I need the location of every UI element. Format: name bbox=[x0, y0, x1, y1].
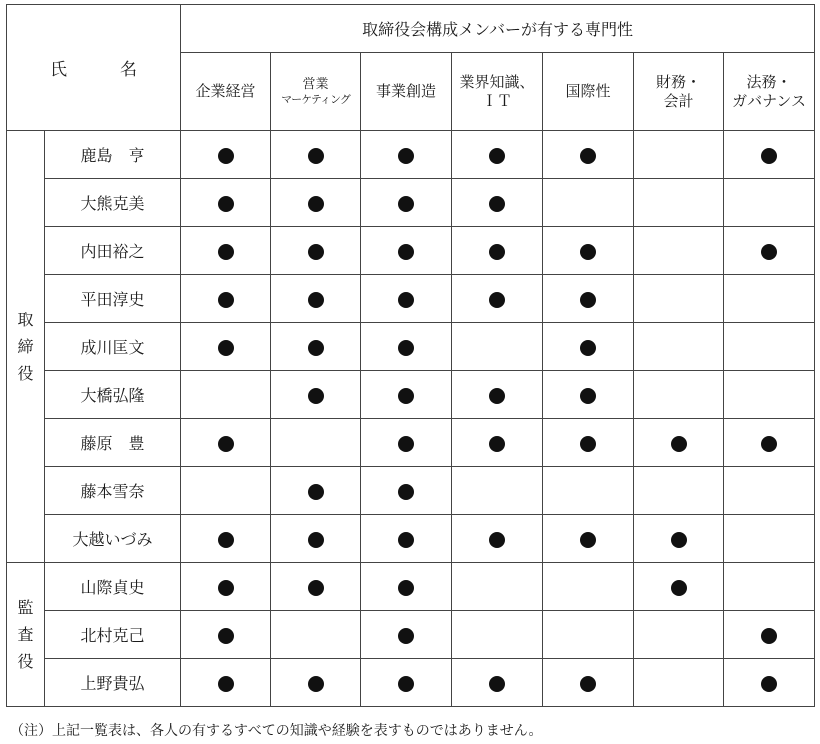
skill-header-marketing bbox=[271, 53, 361, 131]
skill-cell-finance bbox=[634, 179, 724, 227]
skill-cell-global bbox=[543, 131, 634, 179]
skill-cell-finance bbox=[634, 659, 724, 707]
filled-circle-icon bbox=[218, 676, 234, 692]
skill-header-label: 業界知識、 bbox=[459, 72, 535, 91]
filled-circle-icon bbox=[580, 388, 596, 404]
filled-circle-icon bbox=[398, 676, 414, 692]
filled-circle-icon bbox=[398, 436, 414, 452]
skill-cell-global bbox=[543, 371, 634, 419]
skill-cell-global bbox=[543, 659, 634, 707]
role-char: 役 bbox=[17, 652, 34, 671]
filled-circle-icon bbox=[398, 628, 414, 644]
skill-cell-it bbox=[452, 563, 543, 611]
skill-cell-it bbox=[452, 179, 543, 227]
filled-circle-icon bbox=[671, 580, 687, 596]
filled-circle-icon bbox=[761, 148, 777, 164]
person-name: 平田淳史 bbox=[45, 275, 181, 323]
skill-cell-management bbox=[181, 467, 271, 515]
filled-circle-icon bbox=[580, 340, 596, 356]
skill-cell-management bbox=[181, 371, 271, 419]
table-row bbox=[7, 227, 815, 275]
skill-cell-it bbox=[452, 323, 543, 371]
role-char: 監 bbox=[17, 598, 34, 617]
skill-cell-it bbox=[452, 131, 543, 179]
skill-cell-legal bbox=[724, 563, 815, 611]
table-row bbox=[7, 323, 815, 371]
skill-header-label: 国際性 bbox=[565, 82, 611, 101]
skill-cell-marketing bbox=[271, 419, 361, 467]
skill-cell-management bbox=[181, 323, 271, 371]
skill-header-label: 財務・ bbox=[655, 72, 701, 91]
filled-circle-icon bbox=[308, 532, 324, 548]
skill-cell-marketing bbox=[271, 323, 361, 371]
skill-cell-management bbox=[181, 179, 271, 227]
filled-circle-icon bbox=[580, 292, 596, 308]
skill-cell-it bbox=[452, 275, 543, 323]
filled-circle-icon bbox=[489, 532, 505, 548]
person-name: 大橋弘隆 bbox=[45, 371, 181, 419]
expertise-group-header: 取締役会構成メンバーが有する専門性 bbox=[181, 5, 815, 53]
skill-cell-it bbox=[452, 371, 543, 419]
skill-cell-marketing bbox=[271, 227, 361, 275]
skill-cell-legal bbox=[724, 419, 815, 467]
filled-circle-icon bbox=[671, 532, 687, 548]
filled-circle-icon bbox=[489, 196, 505, 212]
filled-circle-icon bbox=[218, 580, 234, 596]
skill-cell-it bbox=[452, 227, 543, 275]
filled-circle-icon bbox=[308, 196, 324, 212]
filled-circle-icon bbox=[489, 244, 505, 260]
skill-cell-creation bbox=[361, 131, 452, 179]
skill-cell-marketing bbox=[271, 611, 361, 659]
skill-cell-global bbox=[543, 563, 634, 611]
role-char: 査 bbox=[17, 625, 34, 644]
skill-cell-management bbox=[181, 611, 271, 659]
skill-header-it bbox=[452, 53, 543, 131]
skill-cell-creation bbox=[361, 227, 452, 275]
filled-circle-icon bbox=[489, 676, 505, 692]
table-row bbox=[7, 611, 815, 659]
skill-header-sublabel: ガバナンス bbox=[732, 91, 806, 110]
skill-cell-management bbox=[181, 275, 271, 323]
skill-cell-marketing bbox=[271, 275, 361, 323]
filled-circle-icon bbox=[308, 388, 324, 404]
filled-circle-icon bbox=[398, 532, 414, 548]
person-name: 成川匡文 bbox=[45, 323, 181, 371]
table-row bbox=[7, 179, 815, 227]
filled-circle-icon bbox=[218, 532, 234, 548]
skill-cell-global bbox=[543, 467, 634, 515]
table-row bbox=[7, 275, 815, 323]
skill-header-sublabel: ＩＴ bbox=[481, 91, 512, 110]
skill-cell-finance bbox=[634, 227, 724, 275]
skill-header-sublabel: マーケティング bbox=[281, 92, 350, 106]
role-label bbox=[7, 131, 45, 563]
skill-cell-global bbox=[543, 419, 634, 467]
person-name: 鹿島 亨 bbox=[45, 131, 181, 179]
skill-header-management bbox=[181, 53, 271, 131]
filled-circle-icon bbox=[218, 292, 234, 308]
skill-cell-legal bbox=[724, 227, 815, 275]
role-char: 締 bbox=[17, 337, 34, 356]
skill-cell-creation bbox=[361, 371, 452, 419]
skill-cell-management bbox=[181, 659, 271, 707]
skill-cell-marketing bbox=[271, 179, 361, 227]
skill-cell-global bbox=[543, 275, 634, 323]
skill-cell-legal bbox=[724, 467, 815, 515]
skill-cell-creation bbox=[361, 275, 452, 323]
skill-cell-global bbox=[543, 611, 634, 659]
skill-cell-management bbox=[181, 227, 271, 275]
filled-circle-icon bbox=[398, 244, 414, 260]
filled-circle-icon bbox=[489, 292, 505, 308]
skill-cell-creation bbox=[361, 563, 452, 611]
skill-cell-management bbox=[181, 563, 271, 611]
skill-cell-creation bbox=[361, 467, 452, 515]
filled-circle-icon bbox=[218, 436, 234, 452]
filled-circle-icon bbox=[218, 628, 234, 644]
filled-circle-icon bbox=[308, 148, 324, 164]
skill-cell-finance bbox=[634, 515, 724, 563]
filled-circle-icon bbox=[398, 580, 414, 596]
skill-header-label: 営業 bbox=[302, 76, 329, 92]
skill-cell-finance bbox=[634, 131, 724, 179]
skill-cell-legal bbox=[724, 611, 815, 659]
table-row bbox=[7, 419, 815, 467]
skill-cell-marketing bbox=[271, 659, 361, 707]
skill-header-creation bbox=[361, 53, 452, 131]
table-row bbox=[7, 371, 815, 419]
skill-cell-finance bbox=[634, 371, 724, 419]
skill-header-finance bbox=[634, 53, 724, 131]
skill-cell-legal bbox=[724, 515, 815, 563]
person-name: 藤原 豊 bbox=[45, 419, 181, 467]
skill-cell-legal bbox=[724, 131, 815, 179]
skill-header-sublabel: 会計 bbox=[663, 91, 694, 110]
filled-circle-icon bbox=[398, 388, 414, 404]
skill-cell-creation bbox=[361, 659, 452, 707]
skill-header-label: 企業経営 bbox=[195, 82, 256, 101]
person-name: 大熊克美 bbox=[45, 179, 181, 227]
filled-circle-icon bbox=[580, 436, 596, 452]
table-row bbox=[7, 131, 815, 179]
skill-cell-finance bbox=[634, 611, 724, 659]
skill-cell-legal bbox=[724, 323, 815, 371]
role-char: 取 bbox=[17, 310, 34, 329]
skill-cell-creation bbox=[361, 611, 452, 659]
skill-cell-creation bbox=[361, 323, 452, 371]
skill-cell-it bbox=[452, 419, 543, 467]
skill-cell-finance bbox=[634, 419, 724, 467]
skill-cell-finance bbox=[634, 323, 724, 371]
skill-cell-it bbox=[452, 467, 543, 515]
skill-cell-it bbox=[452, 659, 543, 707]
role-char: 役 bbox=[17, 364, 34, 383]
skill-cell-finance bbox=[634, 563, 724, 611]
filled-circle-icon bbox=[398, 196, 414, 212]
skill-cell-marketing bbox=[271, 371, 361, 419]
skill-cell-marketing bbox=[271, 515, 361, 563]
table-row bbox=[7, 563, 815, 611]
person-name: 大越いづみ bbox=[45, 515, 181, 563]
skill-cell-global bbox=[543, 323, 634, 371]
filled-circle-icon bbox=[218, 196, 234, 212]
skill-cell-marketing bbox=[271, 131, 361, 179]
filled-circle-icon bbox=[761, 628, 777, 644]
skill-cell-finance bbox=[634, 467, 724, 515]
person-name: 山際貞史 bbox=[45, 563, 181, 611]
skill-cell-finance bbox=[634, 275, 724, 323]
skill-cell-creation bbox=[361, 515, 452, 563]
filled-circle-icon bbox=[671, 436, 687, 452]
skill-cell-management bbox=[181, 515, 271, 563]
table-row bbox=[7, 467, 815, 515]
skill-cell-creation bbox=[361, 419, 452, 467]
matrix-body bbox=[7, 131, 815, 707]
skill-header-legal bbox=[724, 53, 815, 131]
skill-cell-global bbox=[543, 179, 634, 227]
skill-cell-management bbox=[181, 419, 271, 467]
skill-cell-global bbox=[543, 227, 634, 275]
skill-cell-legal bbox=[724, 179, 815, 227]
name-column-header: 氏 名 bbox=[7, 5, 181, 131]
skill-header-global bbox=[543, 53, 634, 131]
footnote: （注）上記一覧表は、各人の有するすべての知識や経験を表すものではありません。 bbox=[10, 723, 543, 739]
filled-circle-icon bbox=[580, 244, 596, 260]
person-name: 藤本雪奈 bbox=[45, 467, 181, 515]
skills-matrix-table bbox=[6, 4, 815, 707]
filled-circle-icon bbox=[218, 148, 234, 164]
skill-cell-it bbox=[452, 515, 543, 563]
table-row bbox=[7, 659, 815, 707]
filled-circle-icon bbox=[489, 388, 505, 404]
skill-cell-it bbox=[452, 611, 543, 659]
filled-circle-icon bbox=[398, 340, 414, 356]
role-label bbox=[7, 563, 45, 707]
filled-circle-icon bbox=[308, 484, 324, 500]
skill-cell-management bbox=[181, 131, 271, 179]
skill-cell-creation bbox=[361, 179, 452, 227]
filled-circle-icon bbox=[308, 292, 324, 308]
skill-cell-marketing bbox=[271, 563, 361, 611]
filled-circle-icon bbox=[398, 292, 414, 308]
skill-cell-marketing bbox=[271, 467, 361, 515]
person-name: 上野貴弘 bbox=[45, 659, 181, 707]
person-name: 内田裕之 bbox=[45, 227, 181, 275]
table-row bbox=[7, 515, 815, 563]
filled-circle-icon bbox=[761, 436, 777, 452]
filled-circle-icon bbox=[398, 148, 414, 164]
filled-circle-icon bbox=[580, 148, 596, 164]
filled-circle-icon bbox=[761, 676, 777, 692]
person-name: 北村克己 bbox=[45, 611, 181, 659]
skill-cell-legal bbox=[724, 659, 815, 707]
skill-cell-global bbox=[543, 515, 634, 563]
filled-circle-icon bbox=[308, 244, 324, 260]
filled-circle-icon bbox=[308, 676, 324, 692]
filled-circle-icon bbox=[489, 436, 505, 452]
filled-circle-icon bbox=[580, 532, 596, 548]
filled-circle-icon bbox=[580, 676, 596, 692]
filled-circle-icon bbox=[218, 244, 234, 260]
filled-circle-icon bbox=[489, 148, 505, 164]
filled-circle-icon bbox=[308, 580, 324, 596]
skill-header-label: 法務・ bbox=[746, 72, 792, 91]
filled-circle-icon bbox=[398, 484, 414, 500]
skill-header-label: 事業創造 bbox=[375, 82, 436, 101]
skill-cell-legal bbox=[724, 275, 815, 323]
filled-circle-icon bbox=[218, 340, 234, 356]
filled-circle-icon bbox=[308, 340, 324, 356]
skill-cell-legal bbox=[724, 371, 815, 419]
filled-circle-icon bbox=[761, 244, 777, 260]
